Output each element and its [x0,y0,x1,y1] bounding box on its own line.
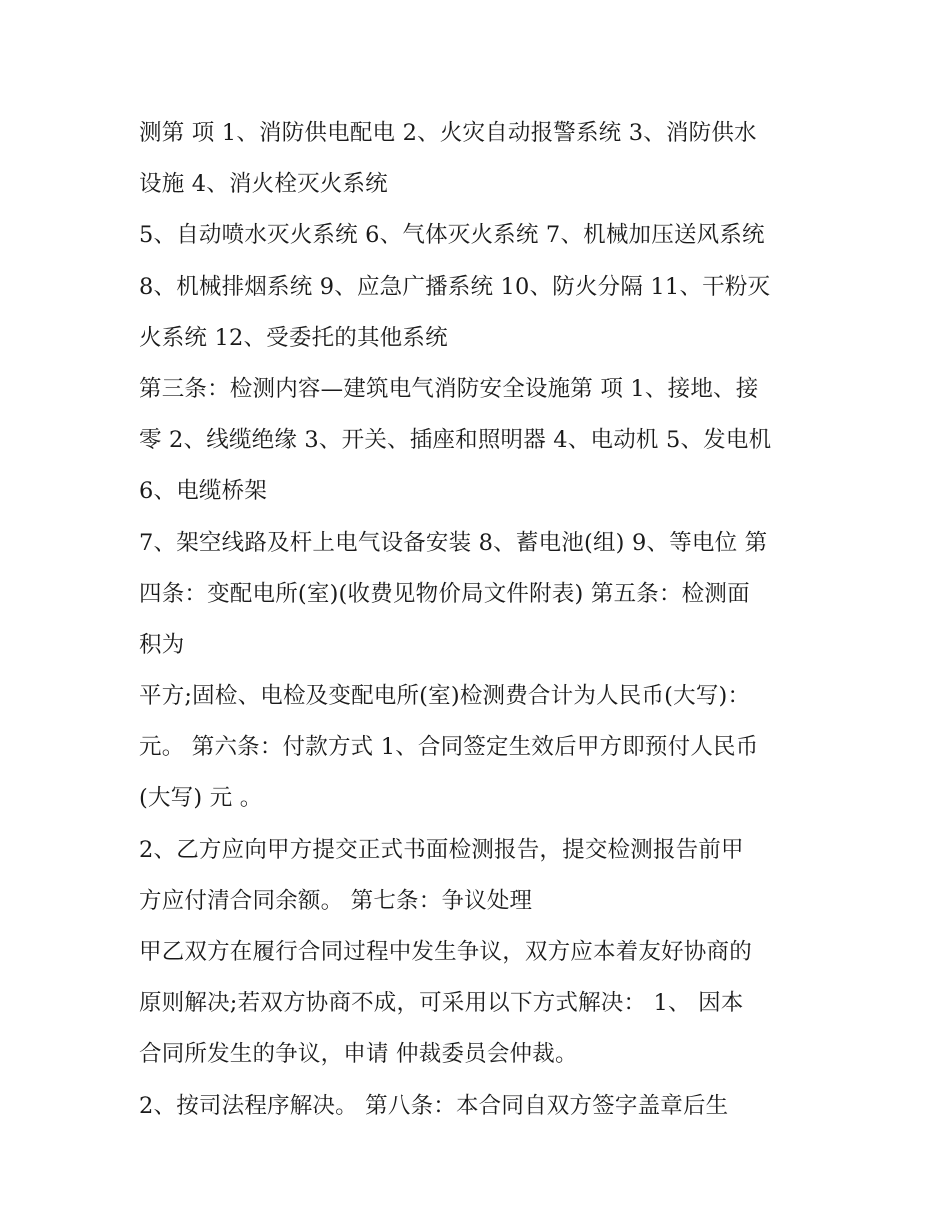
text-line: 火系统 12、受委托的其他系统 [139,324,448,351]
text-line: 原则解决;若双方协商不成，可采用以下方式解决： 1、 因本 [139,990,744,1017]
text-line: 合同所发生的争议，申请 仲裁委员会仲裁。 [139,1041,578,1068]
text-line: 7、架空线路及杆上电气设备安装 8、蓄电池(组) 9、等电位 第 [139,529,768,556]
text-line: 测第 项 1、消防供电配电 2、火灾自动报警系统 3、消防供水 [139,120,757,146]
text-line: (大写) 元 。 [139,785,263,812]
text-line: 2、按司法程序解决。 第八条：本合同自双方签字盖章后生 [139,1092,729,1119]
text-line: 方应付清合同余额。 第七条：争议处理 [139,887,533,914]
text-line: 甲乙双方在履行合同过程中发生争议，双方应本着友好协商的 [139,939,752,965]
text-line: 2、乙方应向甲方提交正式书面检测报告，提交检测报告前甲 [139,836,744,863]
text-line: 第三条：检测内容—建筑电气消防安全设施第 项 1、接地、接 [139,375,759,402]
text-line: 5、自动喷水灭火系统 6、气体灭火系统 7、机械加压送风系统 [139,222,765,249]
text-line: 6、电缆桥架 [139,478,268,505]
contract-body-text [139,108,829,1132]
text-line: 零 2、线缆绝缘 3、开关、插座和照明器 4、电动机 5、发电机 [139,427,772,454]
text-line: 平方;固检、电检及变配电所(室)检测费合计为人民币(大写)： [139,683,751,710]
text-line: 元。 第六条：付款方式 1、合同签定生效后甲方即预付人民币 [139,734,759,761]
text-line: 四条：变配电所(室)(收费见物价局文件附表) 第五条：检测面 [139,580,750,607]
text-line: 8、机械排烟系统 9、应急广播系统 10、防火分隔 11、干粉灭 [139,273,771,300]
text-line: 积为 [139,631,185,658]
text-line: 设施 4、消火栓灭火系统 [139,171,388,198]
